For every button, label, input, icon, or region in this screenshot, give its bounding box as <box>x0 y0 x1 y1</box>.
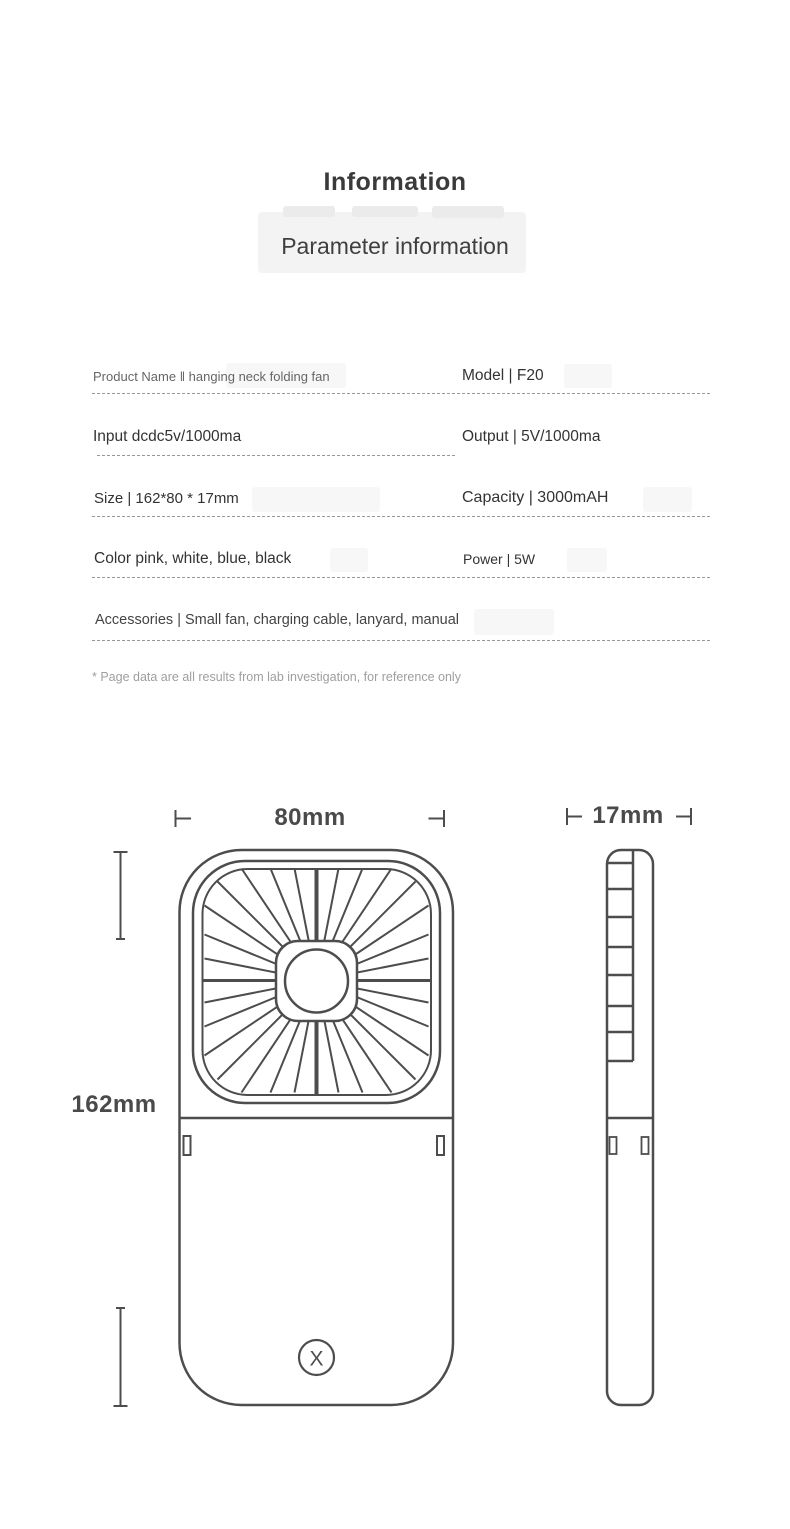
fan-hub <box>276 941 357 1021</box>
spec-model: Model | F20 <box>462 367 544 384</box>
spec-power: Power | 5W <box>463 551 536 567</box>
spec-color: Color pink, white, blue, black <box>94 550 292 567</box>
width-dimension-label: 80mm <box>274 804 346 831</box>
spec-accessories: Accessories | Small fan, charging cable, lanyard, manual <box>95 612 460 628</box>
spec-output: Output | 5V/1000ma <box>462 428 601 445</box>
power-button <box>299 1340 334 1375</box>
page-title: Information <box>323 168 467 196</box>
side-vents <box>607 863 633 1061</box>
depth-dimension-label: 17mm <box>592 802 664 829</box>
front-view <box>180 850 454 1405</box>
clasp-left <box>184 1136 191 1155</box>
height-dimension-label: 162mm <box>71 1091 157 1118</box>
clasp-side-left <box>610 1137 617 1154</box>
height-dimension-marks <box>114 852 128 1406</box>
spec-product-name: Product Name ‖ hanging neck folding fan <box>93 369 330 384</box>
spec-size: Size | 162*80 * 17mm <box>94 490 239 507</box>
clasp-right <box>437 1136 444 1155</box>
spec-capacity: Capacity | 3000mAH <box>462 489 609 506</box>
footnote: * Page data are all results from lab investigation, for reference only <box>92 670 461 684</box>
section-subtitle: Parameter information <box>281 233 509 259</box>
clasp-side-right <box>642 1137 649 1154</box>
spec-input: Input dcdc5v/1000ma <box>93 428 242 445</box>
power-button-label: X <box>309 1347 324 1371</box>
side-view <box>607 850 653 1405</box>
